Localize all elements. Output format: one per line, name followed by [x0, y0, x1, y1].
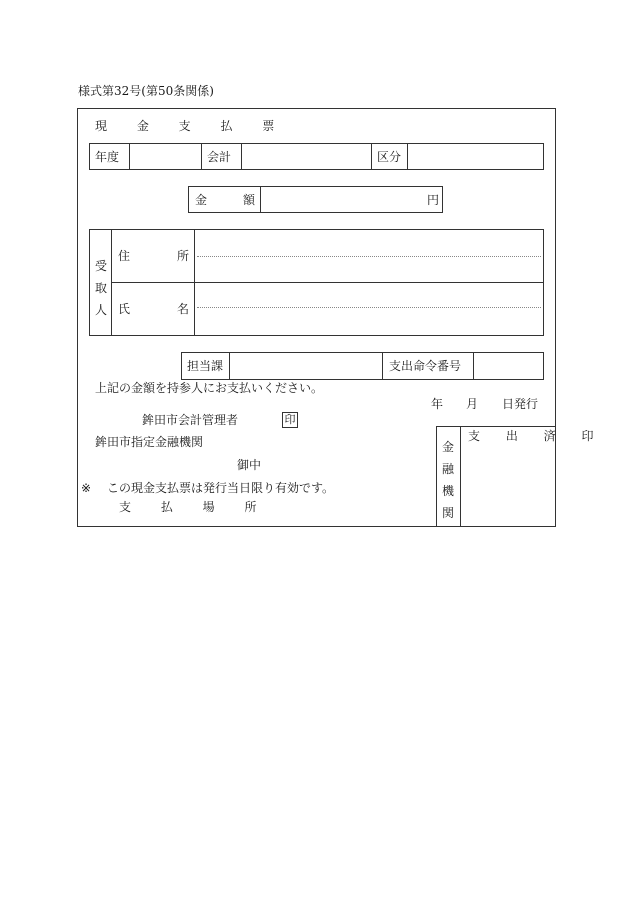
- form-title: 現 金 支 払 票: [95, 119, 288, 133]
- stamp-area[interactable]: [462, 446, 554, 525]
- divider: [382, 352, 383, 380]
- name-label-2: 名: [177, 302, 190, 316]
- fiscal-year-label: 年度: [95, 150, 120, 164]
- divider: [201, 143, 202, 170]
- bank-box-label-char: 関: [441, 506, 454, 520]
- bank-box-label-char: 融: [441, 462, 454, 476]
- category-field[interactable]: [409, 145, 542, 168]
- payment-completed-stamp: 支 出 済 印: [468, 429, 605, 443]
- address-label-1: 住: [118, 249, 131, 263]
- divider: [436, 426, 437, 527]
- name-label-1: 氏: [118, 302, 131, 316]
- payment-instruction: 上記の金額を持参人にお支払いください。: [95, 381, 324, 395]
- divider: [229, 352, 230, 380]
- validity-note: この現金支払票は発行当日限り有効です。: [107, 481, 335, 495]
- accounting-manager: 鉾田市会計管理者: [142, 413, 239, 427]
- issue-day: 日発行: [502, 397, 539, 411]
- divider: [407, 143, 408, 170]
- yen-unit: 円: [427, 193, 440, 207]
- name-field[interactable]: [198, 289, 540, 307]
- divider: [111, 282, 544, 283]
- divider: [371, 143, 372, 170]
- form-number: 様式第32号(第50条関係): [78, 84, 214, 98]
- payee-label-char: 受: [94, 259, 107, 273]
- fiscal-year-field[interactable]: [131, 145, 200, 168]
- amount-label-1: 金: [195, 193, 208, 207]
- divider: [460, 426, 461, 527]
- payee-label: [94, 255, 108, 321]
- onchu: 御中: [237, 458, 262, 472]
- designated-bank: 鉾田市指定金融機関: [95, 435, 204, 449]
- category-label: 区分: [377, 150, 402, 164]
- account-label: 会計: [207, 150, 232, 164]
- order-number-label: 支出命令番号: [389, 359, 462, 373]
- issue-month: 月: [466, 397, 479, 411]
- issue-year: 年: [431, 397, 444, 411]
- note-mark: ※: [81, 481, 92, 495]
- address-dotted-line: [197, 256, 541, 257]
- divider: [473, 352, 474, 380]
- seal-mark: 印: [282, 412, 298, 428]
- address-label-2: 所: [177, 249, 190, 263]
- order-number-field[interactable]: [475, 354, 542, 378]
- divider: [260, 186, 261, 213]
- bank-box-label-char: 機: [441, 484, 454, 498]
- payment-place: 支 払 場 所: [119, 500, 270, 514]
- amount-label-2: 額: [243, 193, 256, 207]
- department-field[interactable]: [231, 354, 381, 378]
- payee-label-char: 取: [94, 281, 107, 295]
- address-field[interactable]: [198, 238, 540, 256]
- divider: [129, 143, 130, 170]
- amount-field[interactable]: [262, 188, 422, 211]
- name-dotted-line: [197, 307, 541, 308]
- divider: [436, 426, 556, 427]
- bank-box-label: [441, 436, 455, 524]
- account-field[interactable]: [243, 145, 370, 168]
- bank-box-label-char: 金: [441, 440, 454, 454]
- department-label: 担当課: [187, 359, 224, 373]
- payee-label-char: 人: [94, 303, 107, 317]
- divider: [241, 143, 242, 170]
